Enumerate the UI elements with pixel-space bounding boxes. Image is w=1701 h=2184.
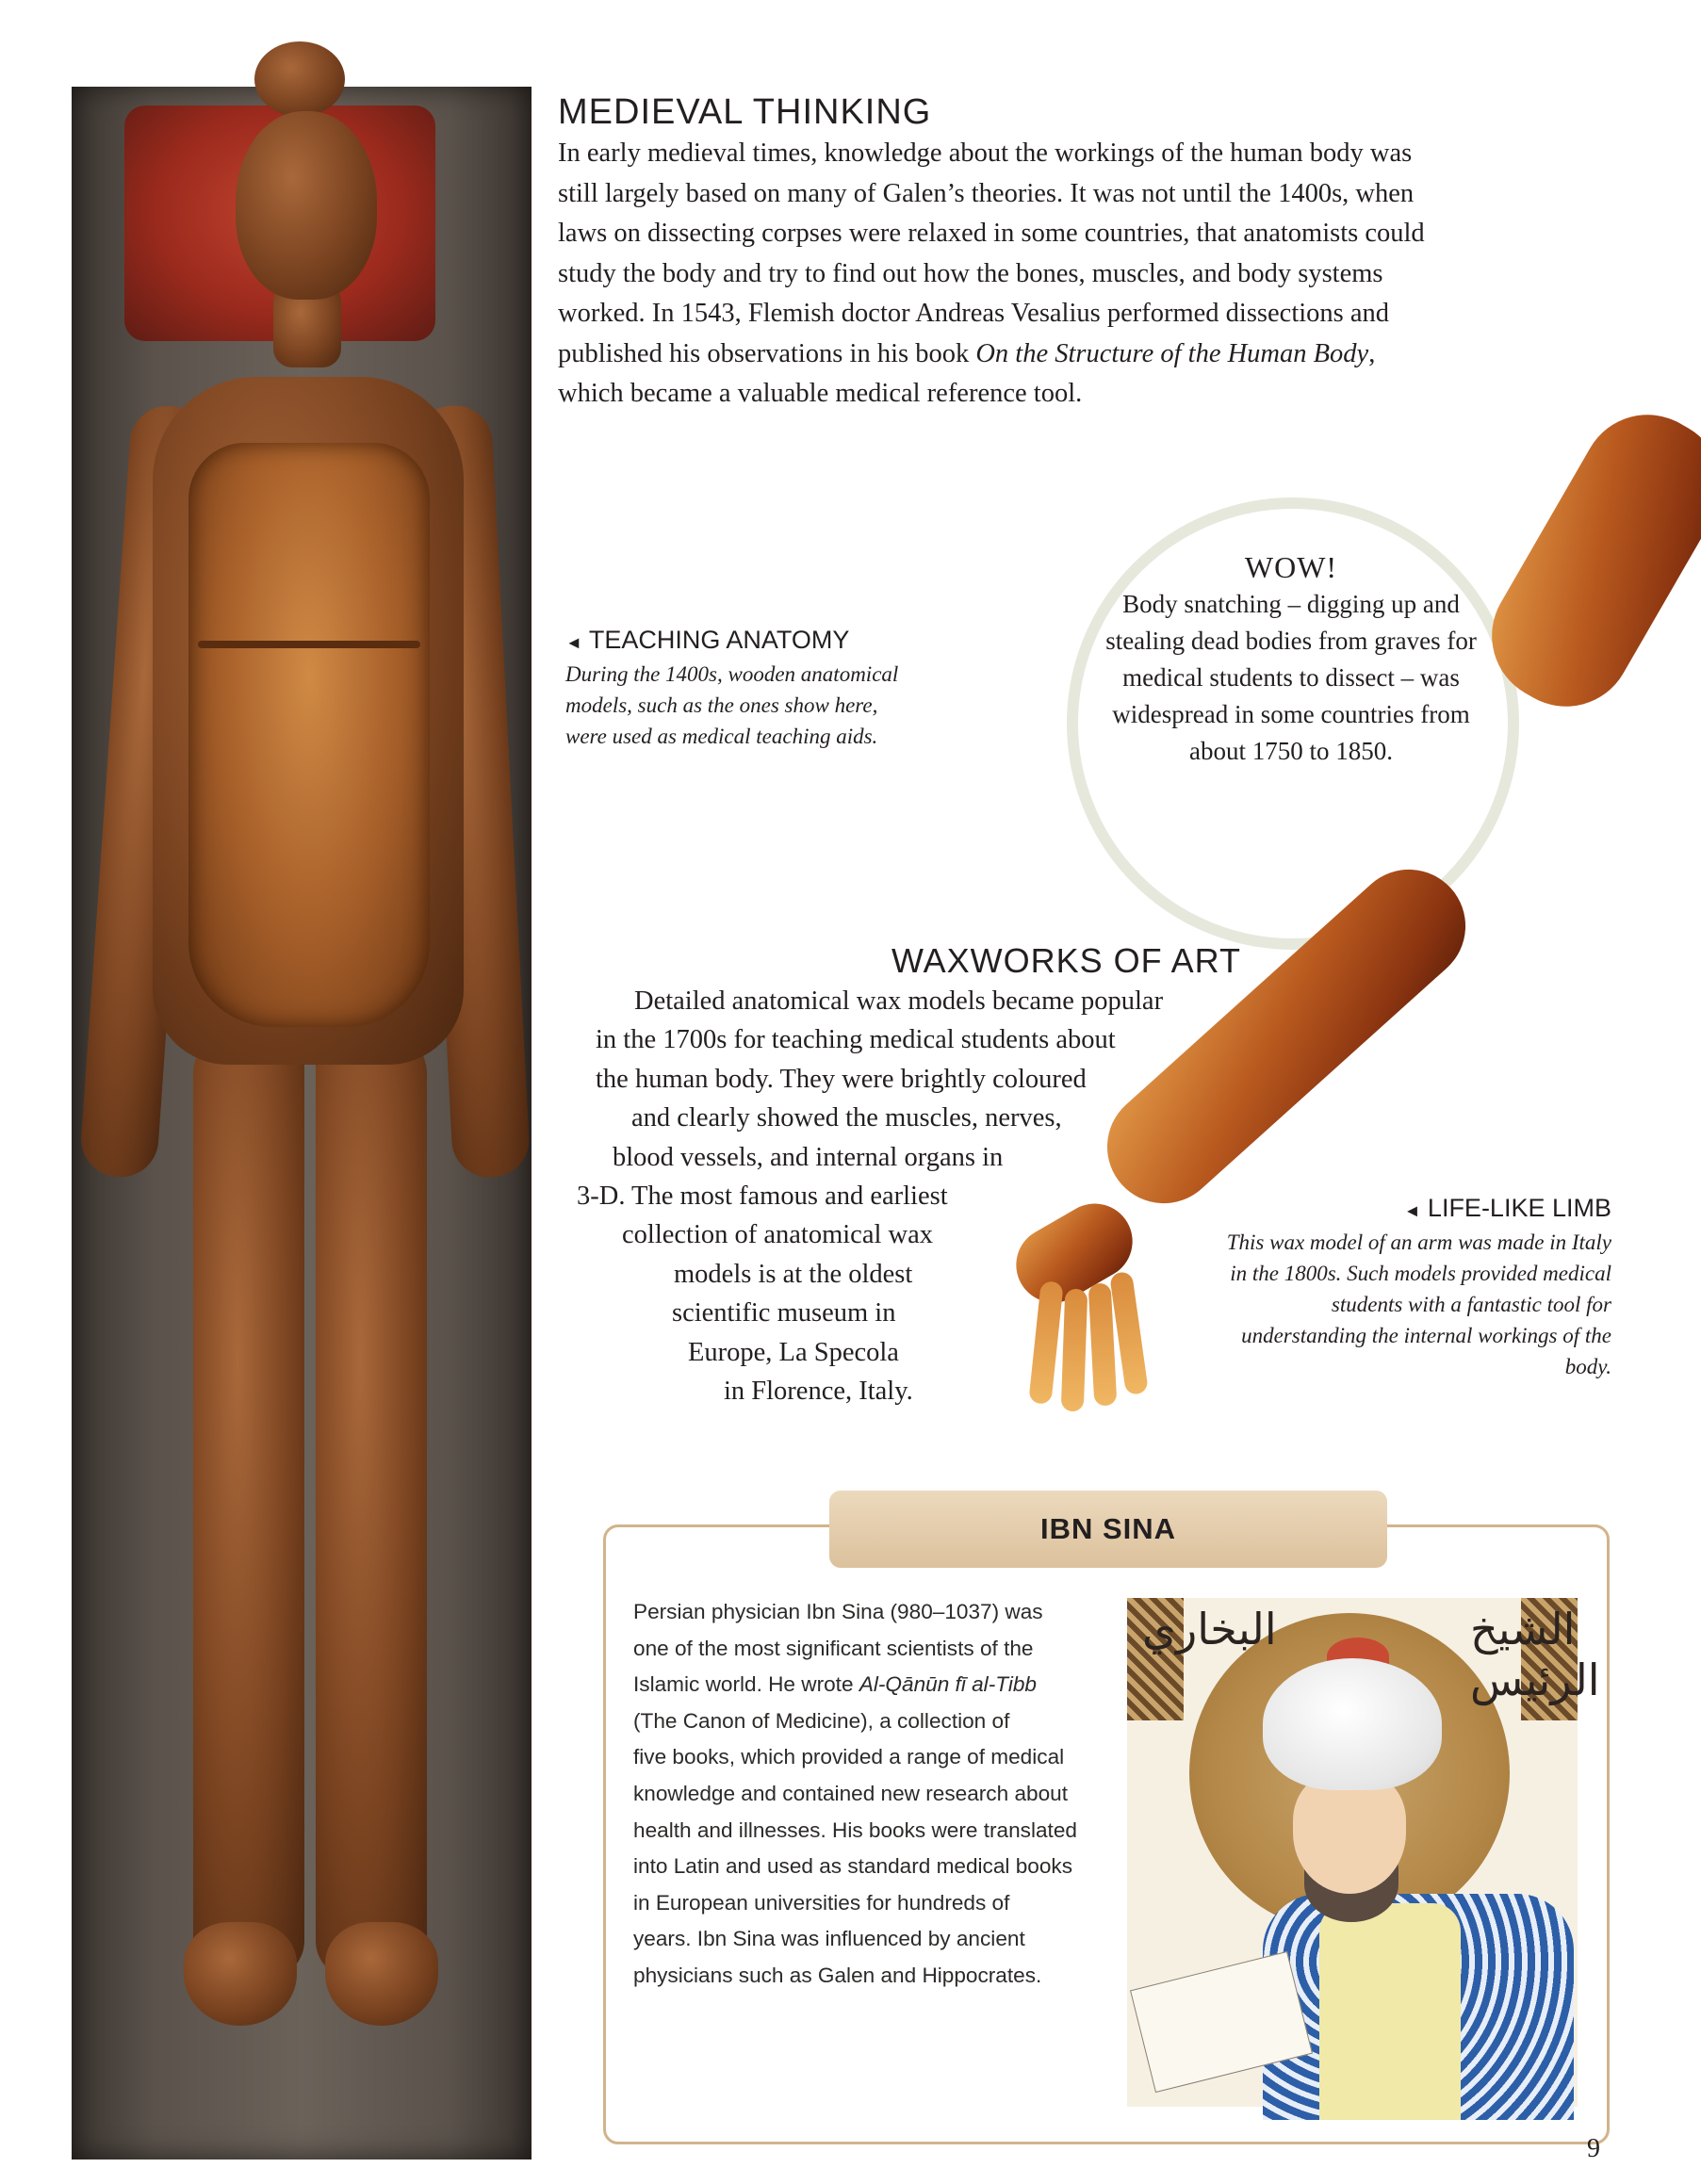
life-like-limb-title-text: LIFE-LIKE LIMB [1427, 1194, 1611, 1222]
waxworks-line: in Florence, Italy. [724, 1376, 913, 1406]
ibn-sina-line [633, 1667, 1104, 1703]
model-left-leg [193, 1027, 304, 1979]
life-like-limb-body: This wax model of an arm was made in Italy in the 1800s. Such models provided medical students with a fantastic tool for understanding the internal workings of the body. [1226, 1231, 1611, 1378]
waxworks-section [547, 940, 1244, 1410]
medieval-thinking-body [558, 134, 1425, 415]
teaching-anatomy-caption [565, 624, 905, 752]
ibn-sina-line: one of the most significant scientists of the [633, 1636, 1034, 1660]
model-right-foot [325, 1922, 438, 2026]
model-head [236, 111, 377, 300]
waxworks-line: 3-D. The most famous and earliest [577, 1181, 948, 1211]
ibn-sina-line: five books, which provided a range of medical [633, 1745, 1065, 1769]
life-like-limb-caption [1225, 1192, 1611, 1382]
model-hair-knot [254, 41, 345, 117]
wow-body: Body snatching – digging up and stealing dead bodies from graves for medical students to dissect – was widespread in some countries from about 1750 to 1850. [1105, 590, 1477, 765]
model-right-leg [316, 1027, 427, 1979]
calligraphy-left: البخاري [1142, 1604, 1277, 1654]
model-left-foot [184, 1922, 297, 2026]
vesalius-book-title: On the Structure of the Human Body [975, 338, 1369, 368]
waxworks-line: scientific museum in [672, 1298, 896, 1328]
ibn-sina-line: physicians such as Galen and Hippocrates. [633, 1963, 1042, 1987]
waxworks-line: Detailed anatomical wax models became popular [634, 986, 1164, 1016]
canon-book-title: Al-Qānūn fī al-Tibb [859, 1672, 1037, 1697]
teaching-anatomy-body: During the 1400s, wooden anatomical models, such as the ones show here, were used as medical teaching aids. [565, 662, 899, 748]
waxworks-line: and clearly showed the muscles, nerves, [631, 1103, 1062, 1133]
waxworks-heading: WAXWORKS OF ART [891, 941, 1241, 980]
ibn-sina-line: into Latin and used as standard medical books [633, 1854, 1072, 1879]
waxworks-line: blood vessels, and internal organs in [613, 1142, 1004, 1172]
waxworks-line: in the 1700s for teaching medical students about [596, 1025, 1116, 1055]
ibn-sina-line: health and illnesses. His books were translated [633, 1817, 1077, 1842]
ibn-sina-tab-title: IBN SINA [829, 1491, 1387, 1568]
ibn-sina-line: in European universities for hundreds of [633, 1890, 1010, 1915]
ibn-sina-line: knowledge and contained new research about [633, 1781, 1068, 1805]
medieval-thinking-heading: MEDIEVAL THINKING [558, 92, 932, 132]
model-open-organ-cavity [188, 443, 430, 1027]
teaching-anatomy-title-text: TEACHING ANATOMY [588, 626, 850, 654]
medieval-body-end: , which became a valuable medical reference tool. [558, 338, 1376, 408]
ibn-sina-body [633, 1594, 1104, 1995]
medieval-body-text: In early medieval times, knowledge about the workings of the human body was still largely based on many of Galen’s theories. It was not until the 1400s, when laws on dissecting corpses were relaxed in some countries, that anatomists could study the body and try to find out how the bones, muscles, and body systems worked. In 1543, Flemish doctor Andreas Vesalius performed dissections and published his observations in his book [558, 139, 1425, 368]
wow-title: WOW! [1244, 550, 1338, 584]
life-like-limb-title [1225, 1192, 1611, 1227]
ibn-sina-line: (The Canon of Medicine), a collection of [633, 1708, 1010, 1733]
waxworks-line: the human body. They were brightly coloured [596, 1064, 1087, 1094]
ibn-sina-line: years. Ibn Sina was influenced by ancient [633, 1927, 1025, 1951]
ibn-sina-line: Persian physician Ibn Sina (980–1037) was [633, 1600, 1043, 1623]
waxworks-line: models is at the oldest [674, 1259, 913, 1289]
ibn-sina-line-text: Islamic world. He wrote [633, 1672, 859, 1697]
medieval-thinking-section [558, 90, 1425, 415]
model-diaphragm-line [198, 641, 420, 648]
waxworks-line: Europe, La Specola [688, 1337, 899, 1367]
calligraphy-right: الشيخ الرئيس [1470, 1604, 1600, 1705]
page-number: 9 [1587, 2134, 1600, 2163]
pointer-left-icon: ◄ [1403, 1201, 1421, 1220]
waxworks-line: collection of anatomical wax [622, 1220, 933, 1250]
portrait-turban [1263, 1658, 1442, 1790]
waxworks-body [547, 982, 1244, 1410]
portrait-vest [1319, 1903, 1461, 2120]
teaching-anatomy-title [565, 624, 905, 659]
pointer-left-icon: ◄ [565, 633, 582, 652]
wow-fact-box [1084, 548, 1498, 770]
